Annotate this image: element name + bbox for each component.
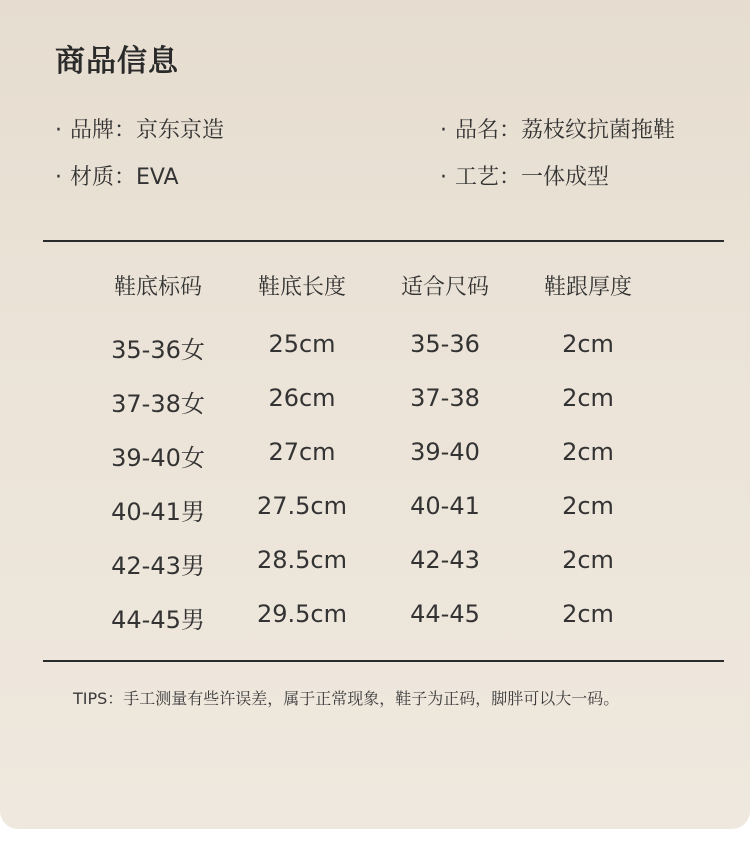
attribute-material-text: 材质：EVA — [70, 165, 179, 190]
bullet-icon: · — [55, 118, 62, 143]
cell-sole-size: 35-36女 — [111, 336, 205, 364]
table-row — [0, 384, 750, 424]
table-row — [0, 546, 750, 586]
attribute-brand-text: 品牌：京东京造 — [70, 118, 225, 143]
header-heel-height: 鞋跟厚度 — [543, 275, 632, 300]
cell-heel-height: 2cm — [562, 492, 614, 520]
cell-fit-size: 35-36 — [410, 330, 480, 358]
cell-fit-size: 39-40 — [410, 438, 480, 466]
cell-sole-length: 28.5cm — [256, 546, 347, 574]
cell-heel-height: 2cm — [562, 546, 614, 574]
table-row — [0, 330, 750, 370]
table-header-row — [0, 270, 750, 310]
cell-sole-length: 25cm — [268, 330, 336, 358]
cell-heel-height: 2cm — [562, 384, 614, 412]
attribute-product-name — [440, 113, 675, 144]
table-row — [0, 600, 750, 640]
attribute-craft — [440, 160, 609, 191]
cell-sole-length: 26cm — [268, 384, 336, 412]
attribute-brand — [55, 113, 224, 144]
divider-bottom — [43, 660, 724, 662]
cell-sole-size: 40-41男 — [111, 498, 205, 526]
cell-sole-size: 39-40女 — [111, 444, 205, 472]
cell-sole-size: 37-38女 — [111, 390, 205, 418]
tips-note: TIPS：手工测量有些许误差，属于正常现象，鞋子为正码，脚胖可以大一码。 — [73, 689, 620, 708]
header-sole-size: 鞋底标码 — [113, 275, 202, 300]
header-sole-length: 鞋底长度 — [257, 275, 346, 300]
cell-fit-size: 42-43 — [410, 546, 480, 574]
cell-sole-length: 27.5cm — [256, 492, 347, 520]
table-row — [0, 492, 750, 532]
cell-sole-size: 42-43男 — [111, 552, 205, 580]
cell-fit-size: 37-38 — [410, 384, 480, 412]
cell-fit-size: 44-45 — [410, 600, 480, 628]
cell-heel-height: 2cm — [562, 438, 614, 466]
header-fit-size: 适合尺码 — [400, 275, 489, 300]
table-row — [0, 438, 750, 478]
cell-fit-size: 40-41 — [410, 492, 480, 520]
divider-top — [43, 240, 724, 242]
bullet-icon: · — [440, 118, 447, 143]
cell-heel-height: 2cm — [562, 330, 614, 358]
bullet-icon: · — [440, 165, 447, 190]
attribute-material — [55, 160, 179, 191]
cell-heel-height: 2cm — [562, 600, 614, 628]
cell-sole-length: 29.5cm — [256, 600, 347, 628]
bullet-icon: · — [55, 165, 62, 190]
attribute-craft-text: 工艺：一体成型 — [455, 165, 610, 190]
attribute-product-name-text: 品名：荔枝纹抗菌拖鞋 — [455, 118, 676, 143]
cell-sole-length: 27cm — [268, 438, 336, 466]
section-title: 商品信息 — [55, 44, 179, 79]
cell-sole-size: 44-45男 — [111, 606, 205, 634]
